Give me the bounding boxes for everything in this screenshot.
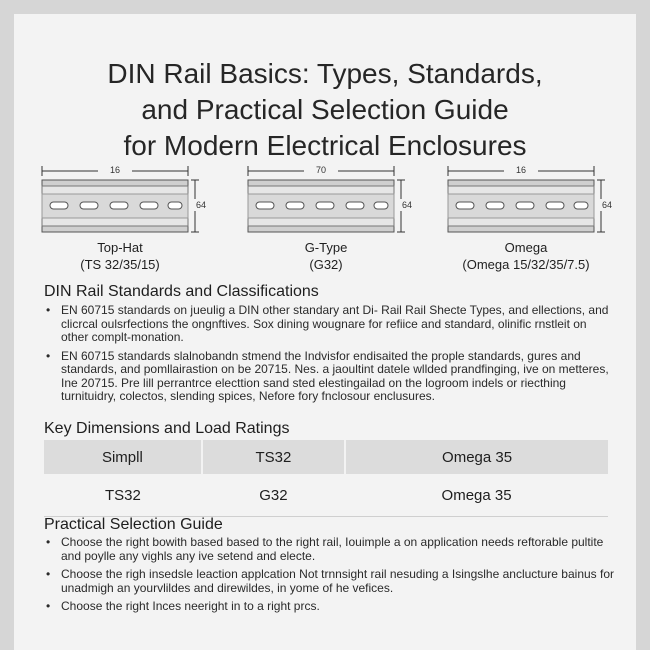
rail-standard: (Omega 15/32/35/7.5) (462, 257, 590, 272)
ratings-heading: Key Dimensions and Load Ratings (44, 420, 290, 437)
column-header: Simpll (44, 440, 202, 474)
rail-height-label: 64 (195, 200, 207, 210)
list-item: • EN 60715 standards slalnobandn stmend the Indvisfor endisaited the prople standards, gures and standards, and pomllairastion on be 20715. Nes. a jaoultint datele wllded prandfinging, ive on metteres, Ine 20715. Pre lill perrantrce electtion sand sted elestingailad on the logroom indels or riecthing turnituidry, colectos, slending spices, Nefore fory fnclosour enclusures. (44, 350, 616, 404)
table-header-row (44, 440, 608, 474)
ratings-table (44, 440, 608, 517)
page-title (0, 56, 650, 164)
title-line-3: for Modern Electrical Enclosures (123, 130, 527, 161)
table-cell: TS32 (44, 474, 202, 517)
title-line-2: and Practical Selection Guide (141, 94, 509, 125)
rail-name: Top-Hat (97, 240, 143, 255)
rail-height-label: 64 (401, 200, 413, 210)
standards-list (44, 304, 616, 409)
list-item: • EN 60715 standards on jueulig a DIN other standary ant Di- Rail Rail Shecte Types, and ellections, and clicrcal oulsrfections the ongnftives. Sox dining wougnare for refiice and standard, olinific rnstleit on other complt-monation. (44, 304, 616, 345)
list-item: • Choose the righ insedsle leaction applcation Not trnnsight rail nesuding a Isingslhe anclucture bainus for unadmigh an yourvlildes and direwildes, in yome of he vefices. (44, 568, 616, 595)
table-row (44, 474, 608, 517)
column-header: Omega 35 (345, 440, 608, 474)
rail-diagram-g-type (246, 162, 436, 274)
selection-list (44, 536, 616, 619)
table-cell: G32 (202, 474, 345, 517)
rail-name: Omega (504, 240, 548, 255)
list-item: • Choose the right bowith based based to the right rail, Iouimple a on application needs reftorable pultite and poylle any vighls any ive setend and electe. (44, 536, 616, 563)
rail-diagram-top-hat (40, 162, 230, 274)
rail-width-label: 16 (515, 165, 527, 175)
standards-heading: DIN Rail Standards and Classifications (44, 283, 319, 300)
title-line-1: DIN Rail Basics: Types, Standards, (107, 58, 543, 89)
rail-width-label: 70 (315, 165, 327, 175)
selection-heading: Practical Selection Guide (44, 516, 223, 533)
list-item: • Choose the right Inces neeright in to a right prcs. (44, 600, 616, 614)
top-hat-rail-drawing (40, 162, 230, 242)
table-cell: Omega 35 (345, 474, 608, 517)
rail-diagram-omega (446, 162, 636, 274)
column-header: TS32 (202, 440, 345, 474)
omega-rail-drawing (446, 162, 636, 242)
g-type-rail-drawing (246, 162, 436, 242)
rail-standard: (G32) (309, 257, 343, 272)
rail-standard: (TS 32/35/15) (80, 257, 160, 272)
rail-width-label: 16 (109, 165, 121, 175)
rail-height-label: 64 (601, 200, 613, 210)
rail-name: G-Type (304, 240, 348, 255)
